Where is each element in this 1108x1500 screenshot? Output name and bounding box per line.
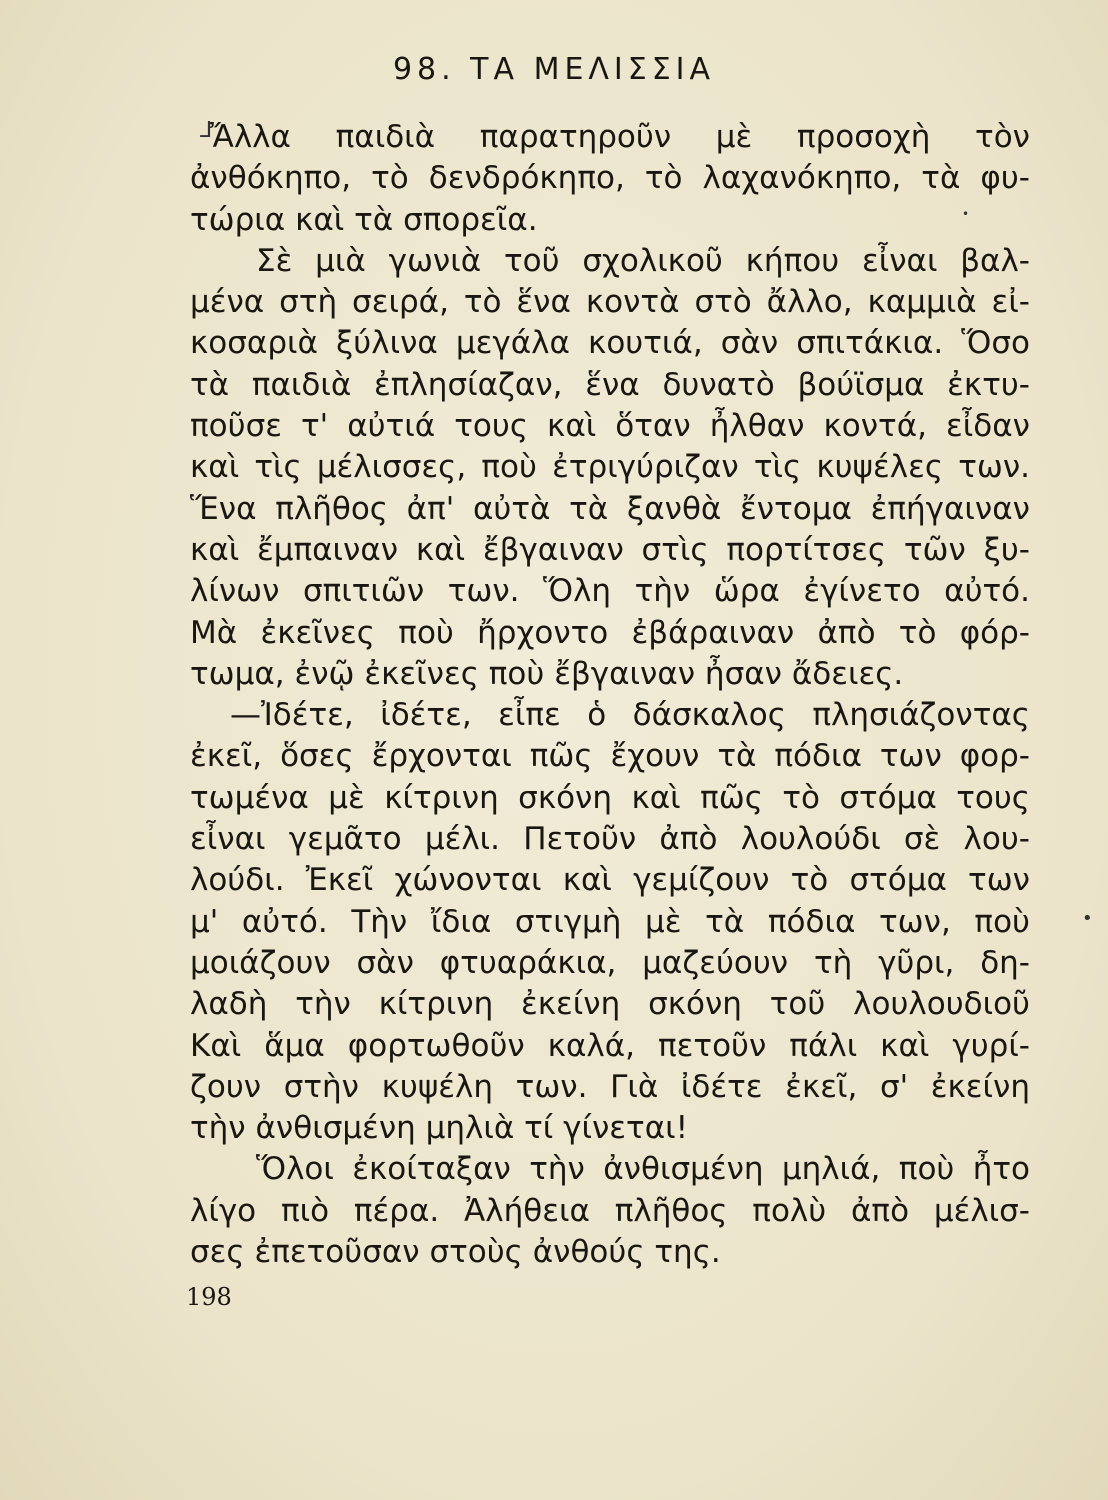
ink-speck: • [1082,908,1093,929]
text-line: κοσαριὰ ξύλινα μεγάλα κουτιά, σὰν σπιτάκια. Ὅσο [190,325,1030,362]
text-line: λίνων σπιτιῶν των. Ὅλη τὴν ὥρα ἐγίνετο αὐτό. [190,573,1030,610]
text-line: καὶ τὶς μέλισσες, ποὺ ἐτριγύριζαν τὶς κυψέλες των. [190,449,1030,486]
text-line: Μὰ ἐκεῖνες ποὺ ἤρχοντο ἐβάραιναν ἀπὸ τὸ φόρ- [190,614,1030,651]
text-line: Σὲ μιὰ γωνιὰ τοῦ σχολικοῦ κήπου εἶναι βαλ- [256,242,1030,279]
text-line: καὶ ἔμπαιναν καὶ ἔβγαιναν στὶς πορτίτσες τῶν ξυ- [190,531,1030,568]
paragraph-4 [190,1149,1030,1273]
ink-speck: • [962,207,970,221]
chapter-body [190,117,1030,1273]
text-line: τωμένα μὲ κίτρινη σκόνη καὶ πῶς τὸ στόμα τους [190,779,1030,816]
text-line: τωμα, ἐνῷ ἐκεῖνες ποὺ ἔβγαιναν ἦσαν ἄδειες. [190,655,904,692]
text-line: ποῦσε τ' αὐτιά τους καὶ ὅταν ἦλθαν κοντά, εἶδαν [190,408,1030,445]
text-line: λίγο πιὸ πέρα. Ἀλήθεια πλῆθος πολὺ ἀπὸ μέλισ- [190,1192,1030,1229]
text-line: Ἕνα πλῆθος ἀπ' αὐτὰ τὰ ξανθὰ ἔντομα ἐπήγαιναν [190,490,1030,527]
text-line: λούδι. Ἐκεῖ χώνονται καὶ γεμίζουν τὸ στόμα των [190,862,1030,899]
text-line: εἶναι γεμᾶτο μέλι. Πετοῦν ἀπὸ λουλούδι σὲ λου- [190,821,1030,858]
page-number: 198 [186,1283,232,1311]
text-line: Ἄλλα παιδιὰ παρατηροῦν μὲ προσοχὴ τὸν [210,119,1030,155]
text-line: τὴν ἀνθισμένη μηλιὰ τί γίνεται! [190,1110,689,1147]
chapter-header: 98. ΤΑ ΜΕΛΙΣΣΙΑ [392,52,716,87]
text-line: ἐκεῖ, ὅσες ἔρχονται πῶς ἔχουν τὰ πόδια των φορ- [190,738,1030,775]
text-line: μοιάζουν σὰν φτυαράκια, μαζεύουν τὴ γῦρι, δη- [190,944,1030,981]
text-line: —Ἰδέτε, ἰδέτε, εἶπε ὁ δάσκαλος πλησιάζοντας [230,697,1030,734]
text-line: λαδὴ τὴν κίτρινη ἐκείνη σκόνη τοῦ λουλουδιοῦ [190,986,1030,1023]
text-line: ζουν στὴν κυψέλη των. Γιὰ ἰδέτε ἐκεῖ, σ' ἐκείνη [190,1068,1030,1105]
text-line: σες ἐπετοῦσαν στοὺς ἀνθούς της. [190,1234,721,1271]
text-line: τώρια καὶ τὰ σπορεῖα. [190,201,538,238]
paragraph-2 [190,241,1030,695]
paragraph-3 [190,695,1030,1149]
margin-tick-mark: ⅃ [200,118,213,143]
text-line: μ' αὐτό. Τὴν ἴδια στιγμὴ μὲ τὰ πόδια των, ποὺ [190,903,1030,940]
text-line: τὰ παιδιὰ ἐπλησίαζαν, ἕνα δυνατὸ βούϊσμα ἐκτυ- [190,366,1030,403]
text-line: μένα στὴ σειρά, τὸ ἕνα κοντὰ στὸ ἄλλο, καμμιὰ εἰ- [190,284,1030,321]
text-line: Ὅλοι ἐκοίταξαν τὴν ἀνθισμένη μηλιά, ποὺ ἦτο [256,1151,1030,1188]
paragraph-1 [190,117,1030,241]
text-line: ἀνθόκηπο, τὸ δενδρόκηπο, τὸ λαχανόκηπο, τὰ φυ- [190,160,1030,197]
text-line: Καὶ ἅμα φορτωθοῦν καλά, πετοῦν πάλι καὶ γυρί- [190,1027,1030,1064]
